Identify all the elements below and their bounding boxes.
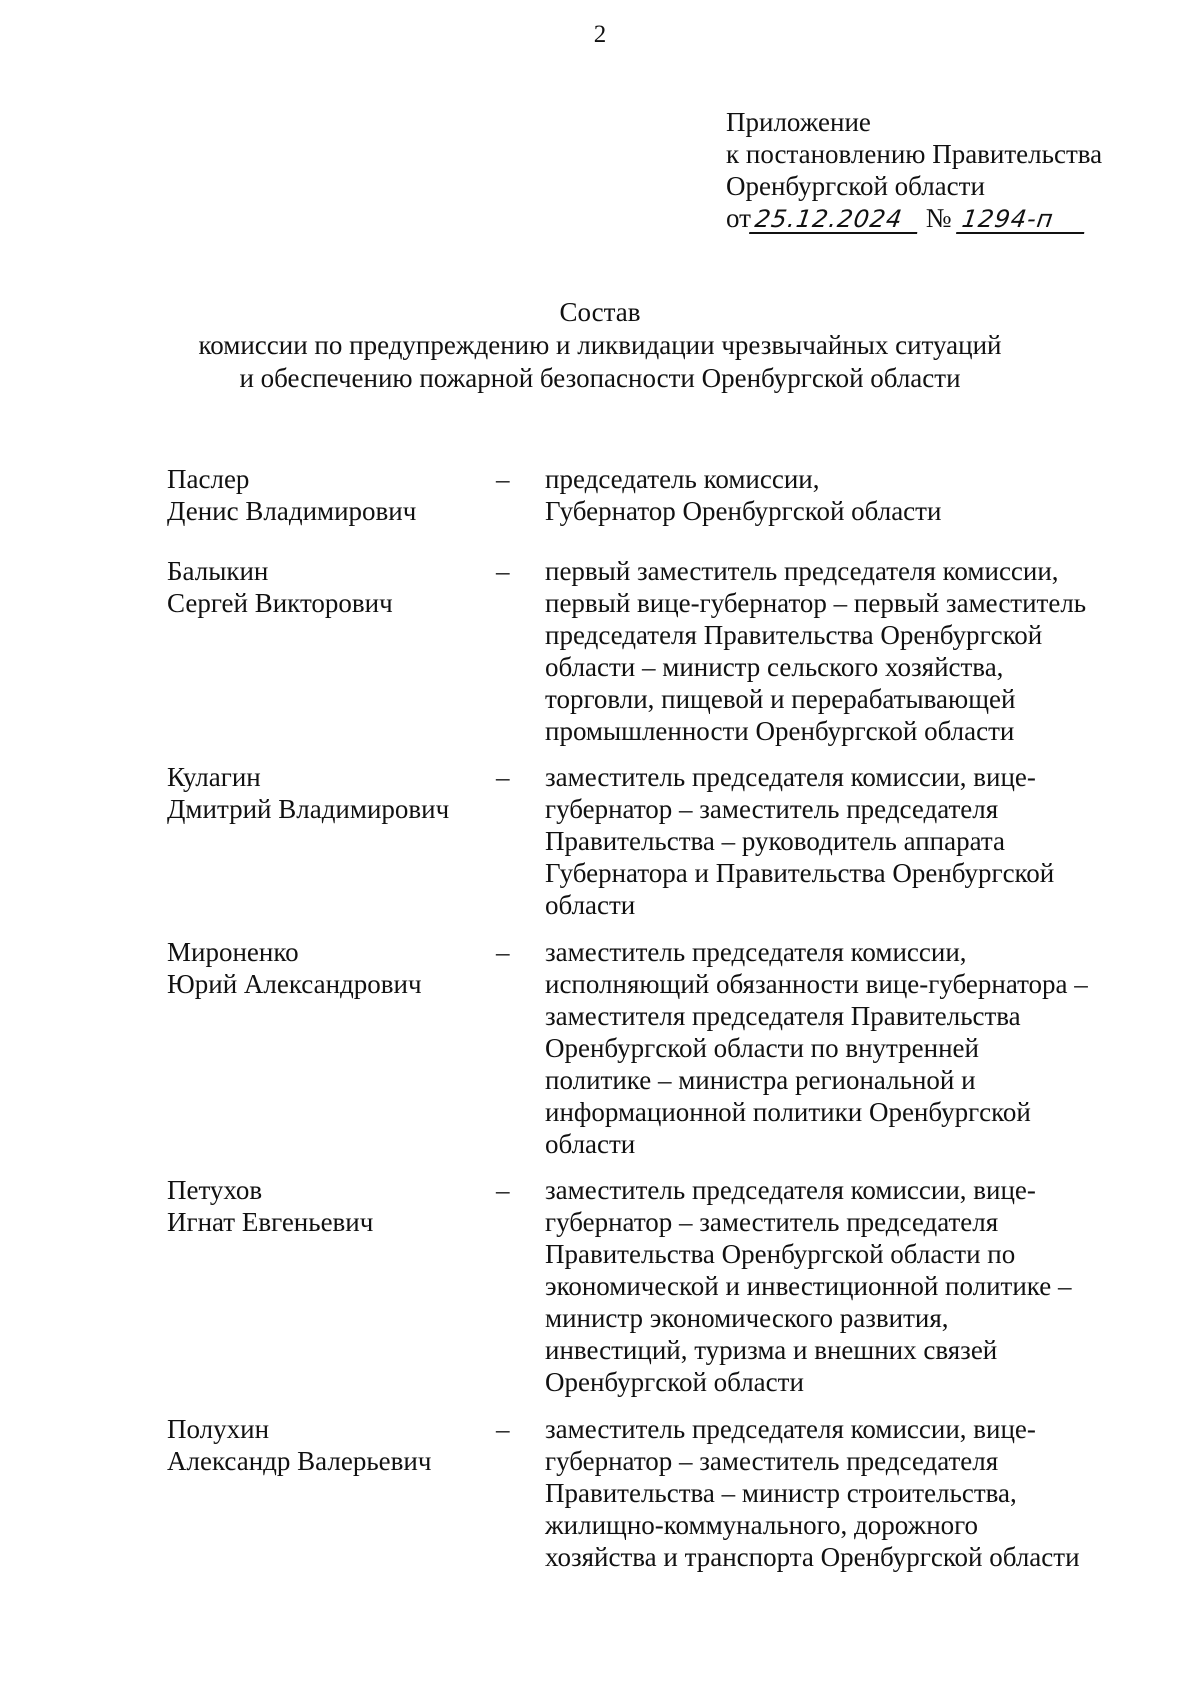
member-name <box>167 1174 487 1238</box>
member-role-line: губернатор – заместитель председателя <box>545 794 999 824</box>
member-role-line: заместитель председателя комиссии, вице- <box>545 1414 1036 1444</box>
member-role-line: губернатор – заместитель председателя <box>545 1207 999 1237</box>
member-role-line: Губернатора и Правительства Оренбургской <box>545 858 1055 888</box>
member-role-line: информационной политики Оренбургской <box>545 1097 1031 1127</box>
member-role-line: Правительства Оренбургской области по <box>545 1239 1016 1269</box>
member-role-line: первый заместитель председателя комиссии, <box>545 556 1059 586</box>
member-role-line: исполняющий обязанности вице-губернатора – <box>545 969 1088 999</box>
member-role-line: Оренбургской области <box>545 1367 804 1397</box>
member-given-names: Дмитрий Владимирович <box>167 794 450 824</box>
title-line-3: и обеспечению пожарной безопасности Оренбургской области <box>239 363 961 393</box>
member-role <box>545 1413 1165 1573</box>
member-role <box>545 463 1165 527</box>
member-name <box>167 761 487 825</box>
member-role-line: инвестиций, туризма и внешних связей <box>545 1335 998 1365</box>
member-role-line: экономической и инвестиционной политике – <box>545 1271 1072 1301</box>
title-line-1: Состав <box>559 297 641 327</box>
member-role-line: председателя Правительства Оренбургской <box>545 620 1043 650</box>
member-role-line: хозяйства и транспорта Оренбургской области <box>545 1542 1080 1572</box>
appendix-reference: к постановлению Правительства <box>726 139 1103 169</box>
date-prefix: от <box>726 203 751 233</box>
member-role-line: губернатор – заместитель председателя <box>545 1446 999 1476</box>
member-given-names: Игнат Евгеньевич <box>167 1207 374 1237</box>
page-number: 2 <box>593 21 607 48</box>
title-line-2: комиссии по предупреждению и ликвидации чрезвычайных ситуаций <box>198 330 1002 360</box>
member-dash: – <box>496 937 510 967</box>
member-dash: – <box>496 1414 510 1444</box>
member-role-line: Правительства – министр строительства, <box>545 1478 1017 1508</box>
member-given-names: Юрий Александрович <box>167 969 422 999</box>
member-dash: – <box>496 1175 510 1205</box>
handwritten-date: 25.12.2024 <box>749 206 921 234</box>
member-role-line: председатель комиссии, <box>545 464 820 494</box>
member-surname: Полухин <box>167 1414 270 1444</box>
member-role-line: Правительства – руководитель аппарата <box>545 826 1006 856</box>
appendix-date-line <box>726 202 1102 234</box>
member-given-names: Денис Владимирович <box>167 496 417 526</box>
document-title <box>0 296 1200 395</box>
member-role-line: области – министр сельского хозяйства, <box>545 652 1004 682</box>
member-dash: – <box>496 464 510 494</box>
member-role <box>545 936 1165 1160</box>
member-role-line: заместитель председателя комиссии, вице- <box>545 1175 1036 1205</box>
member-role-line: политике – министра региональной и <box>545 1065 976 1095</box>
member-dash: – <box>496 762 510 792</box>
member-name <box>167 555 487 619</box>
member-role <box>545 555 1165 747</box>
member-role-line: Оренбургской области по внутренней <box>545 1033 979 1063</box>
member-role-line: первый вице-губернатор – первый заместитель <box>545 588 1087 618</box>
member-surname: Петухов <box>167 1175 263 1205</box>
member-role-line: заместитель председателя комиссии, <box>545 937 967 967</box>
member-name <box>167 463 487 527</box>
number-sign: № <box>925 203 952 233</box>
member-role-line: области <box>545 890 636 920</box>
appendix-block <box>726 106 1102 234</box>
member-surname: Мироненко <box>167 937 299 967</box>
member-role-line: Губернатор Оренбургской области <box>545 496 942 526</box>
member-name <box>167 936 487 1000</box>
member-dash: – <box>496 556 510 586</box>
member-role-line: жилищно-коммунального, дорожного <box>545 1510 979 1540</box>
member-name <box>167 1413 487 1477</box>
member-role-line: торговли, пищевой и перерабатывающей <box>545 684 1016 714</box>
handwritten-number: 1294-п <box>956 206 1088 234</box>
appendix-region: Оренбургской области <box>726 171 985 201</box>
member-role-line: заместитель председателя комиссии, вице- <box>545 762 1036 792</box>
member-role-line: заместителя председателя Правительства <box>545 1001 1021 1031</box>
member-surname: Кулагин <box>167 762 261 792</box>
member-role <box>545 1174 1165 1398</box>
member-role-line: министр экономического развития, <box>545 1303 949 1333</box>
member-given-names: Сергей Викторович <box>167 588 393 618</box>
member-role-line: промышленности Оренбургской области <box>545 716 1015 746</box>
appendix-heading: Приложение <box>726 107 871 137</box>
member-given-names: Александр Валерьевич <box>167 1446 432 1476</box>
member-role-line: области <box>545 1129 636 1159</box>
member-role <box>545 761 1165 921</box>
member-surname: Паслер <box>167 464 250 494</box>
member-surname: Балыкин <box>167 556 269 586</box>
